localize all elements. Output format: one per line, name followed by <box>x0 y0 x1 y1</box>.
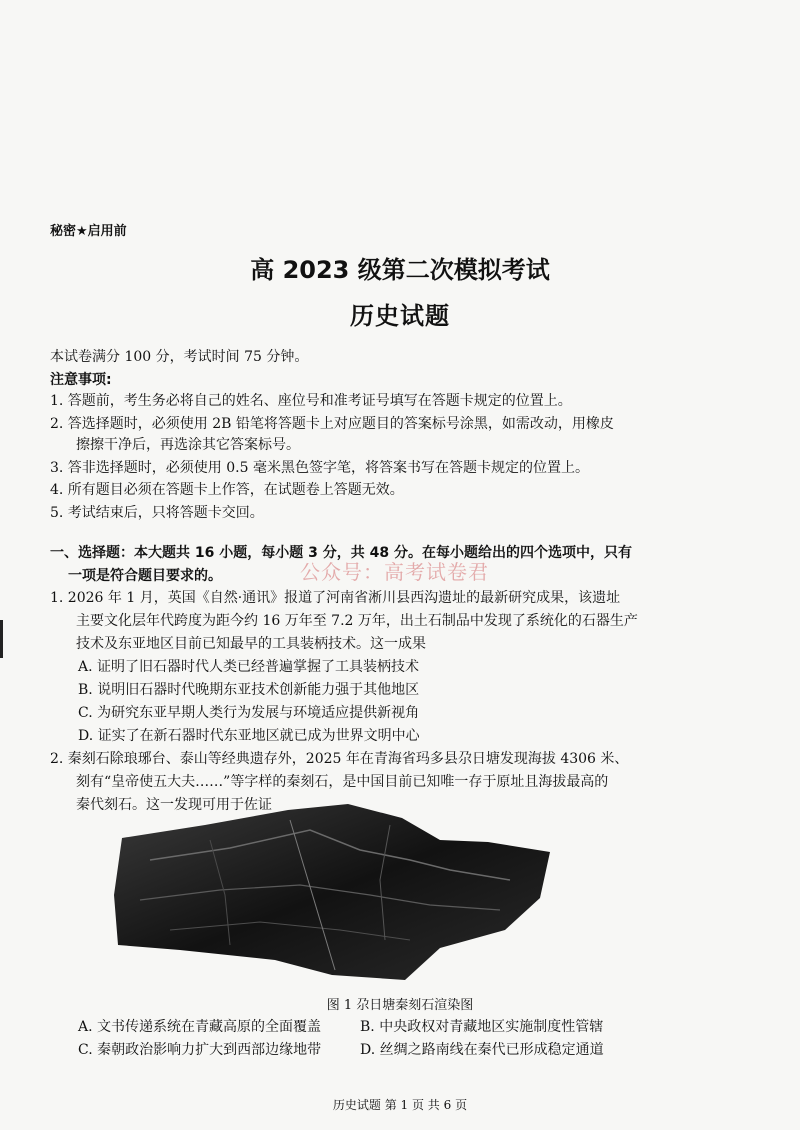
note-item-continuation: 擦擦干净后，再选涂其它答案标号。 <box>76 437 300 453</box>
question-1-option-b: B. 说明旧石器时代晚期东亚技术创新能力强于其他地区 <box>78 682 420 698</box>
question-2-option-a: A. 文书传递系统在青藏高原的全面覆盖 <box>78 1019 322 1035</box>
question-1-stem: 技术及东亚地区目前已知最早的工具装柄技术。这一成果 <box>76 636 426 652</box>
note-item: 5. 考试结束后，只将答题卡交回。 <box>50 505 264 521</box>
scan-mark <box>0 620 3 658</box>
section-heading: 一、选择题：本大题共 16 小题，每小题 3 分，共 48 分。在每小题给出的四个选项中，只有 <box>50 545 632 561</box>
question-2-stem: 秦代刻石。这一发现可用于佐证 <box>76 797 272 813</box>
question-1-stem: 主要文化层年代跨度为距今约 16 万年至 7.2 万年，出土石制品中发现了系统化的石器生产 <box>76 613 638 629</box>
notes-title: 注意事项: <box>50 372 112 388</box>
section-heading-continuation: 一项是符合题目要求的。 <box>68 568 222 584</box>
stone-inscription-render-image <box>110 800 555 985</box>
score-time-info: 本试卷满分 100 分，考试时间 75 分钟。 <box>50 349 309 365</box>
note-item: 1. 答题前，考生务必将自己的姓名、座位号和准考证号填写在答题卡规定的位置上。 <box>50 393 572 409</box>
note-item: 2. 答选择题时，必须使用 2B 铅笔将答题卡上对应题目的答案标号涂黑，如需改动，用橡皮 <box>50 416 614 432</box>
subject-title: 历史试题 <box>350 302 450 330</box>
watermark-text: 公众号：高考试卷君 <box>300 560 489 584</box>
question-2-stem: 2. 秦刻石除琅琊台、泰山等经典遗存外，2025 年在青海省玛多县尕日塘发现海拔 4306 米、 <box>50 751 629 767</box>
question-1-option-a: A. 证明了旧石器时代人类已经普遍掌握了工具装柄技术 <box>78 659 420 675</box>
question-1-stem: 1. 2026 年 1 月，英国《自然·通讯》报道了河南省淅川县西沟遗址的最新研究成果，该遗址 <box>50 590 621 606</box>
question-1-option-d: D. 证实了在新石器时代东亚地区就已成为世界文明中心 <box>78 728 420 744</box>
note-item: 4. 所有题目必须在答题卡上作答，在试题卷上答题无效。 <box>50 482 404 498</box>
question-2-option-c: C. 秦朝政治影响力扩大到西部边缘地带 <box>78 1042 322 1058</box>
figure-caption: 图 1 尕日塘秦刻石渲染图 <box>326 998 474 1013</box>
question-2-option-d: D. 丝绸之路南线在秦代已形成稳定通道 <box>360 1042 604 1058</box>
confidential-label: 秘密★启用前 <box>50 224 127 239</box>
question-2-option-b: B. 中央政权对青藏地区实施制度性管辖 <box>360 1019 604 1035</box>
exam-title: 高 2023 级第二次模拟考试 <box>250 256 550 284</box>
note-item: 3. 答非选择题时，必须使用 0.5 毫米黑色签字笔，将答案书写在答题卡规定的位置上。 <box>50 460 589 476</box>
page-footer: 历史试题 第 1 页 共 6 页 <box>332 1098 468 1112</box>
question-2-stem: 刻有“皇帝使五大夫……”等字样的秦刻石，是中国目前已知唯一存于原址且海拔最高的 <box>76 774 609 790</box>
question-1-option-c: C. 为研究东亚早期人类行为发展与环境适应提供新视角 <box>78 705 420 721</box>
